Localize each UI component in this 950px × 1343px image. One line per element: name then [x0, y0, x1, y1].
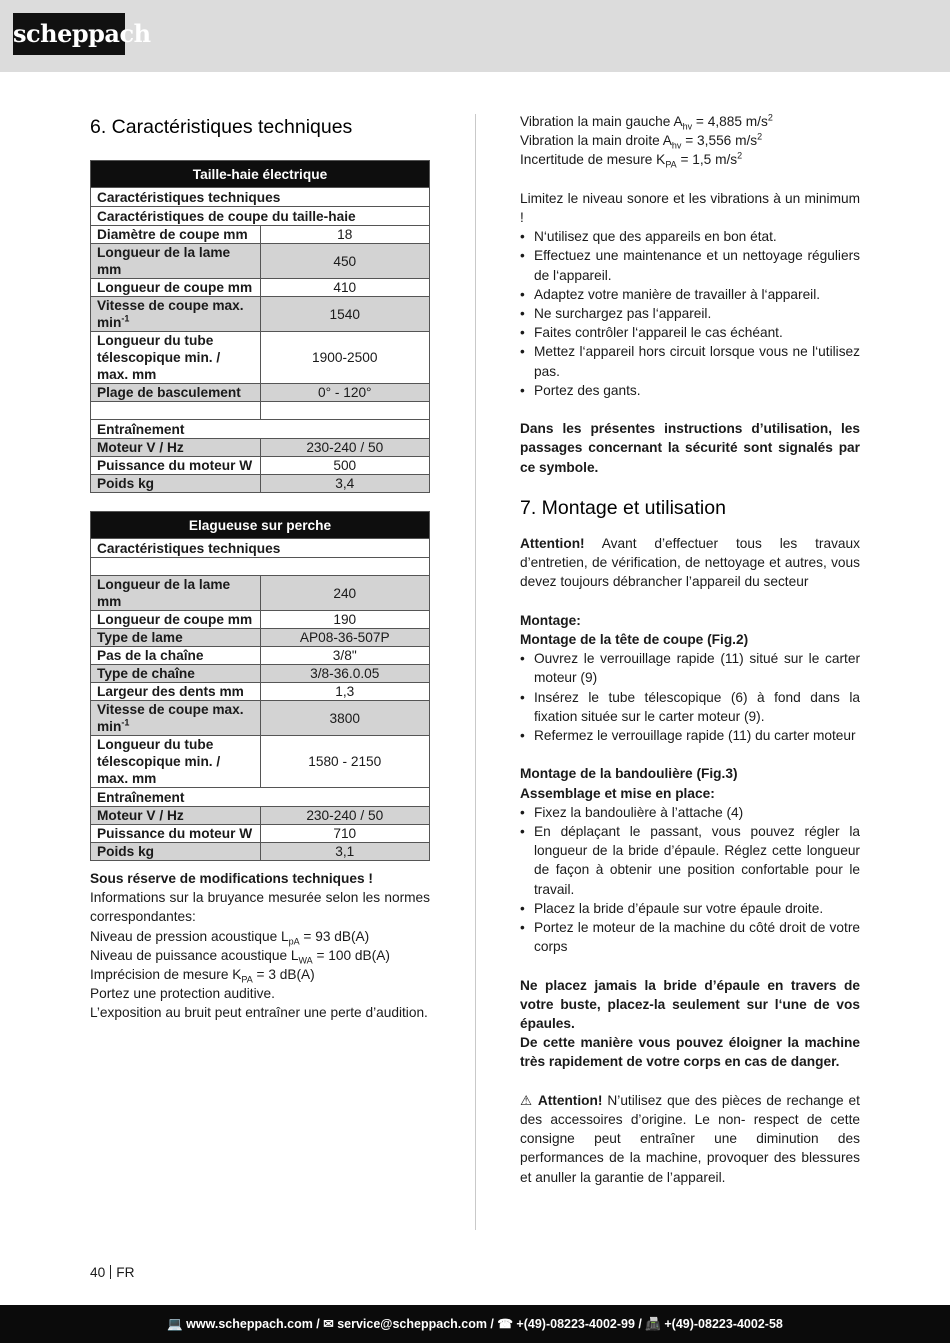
- empty-cell: [91, 402, 261, 420]
- empty-cell: [91, 558, 430, 576]
- list-item: • Ouvrez le verrouillage rapide (11) situé sur le carter moteur (9): [520, 649, 860, 687]
- reserve-note: Sous réserve de modifications techniques !: [90, 871, 373, 886]
- cutting-head-bullets: [520, 649, 860, 745]
- noise-exposure-note: L’exposition au bruit peut entraîner une perte d’audition.: [90, 1005, 428, 1021]
- page-header: [0, 0, 950, 72]
- ear-protection-note: Portez une protection auditive.: [90, 986, 275, 1002]
- spec-label: Pas de la chaîne: [91, 647, 261, 665]
- list-item: • Ne surchargez pas l‘appareil.: [520, 304, 860, 323]
- list-item: • Refermez le verrouillage rapide (11) du carter moteur: [520, 726, 860, 745]
- sound-pressure: Niveau de pression acoustique $L_{pA} = 93$ dB(A): [90, 928, 370, 947]
- spec-table-pole-pruner: [90, 511, 430, 861]
- vibration-uncertainty: Incertitude de mesure $K_{PA} = 1,5$ $m/s^2$: [520, 150, 743, 171]
- list-item: • Portez des gants.: [520, 381, 860, 400]
- vibration-right: Vibration la main droite $A_{hv} = 3,556$ $m/s^2$: [520, 131, 763, 151]
- vibration-bullets: [520, 227, 860, 400]
- table-subheader: Entraînement: [91, 420, 430, 439]
- table-header: Taille-haie électrique: [91, 161, 430, 188]
- shoulder-strap-bullets: [520, 803, 860, 957]
- assembly-heading: Assemblage et mise en place:: [520, 785, 715, 801]
- noise-info: Informations sur la bruyance mesurée selon les normes correspondantes:: [90, 890, 430, 925]
- superscript: -1: [121, 313, 130, 324]
- column-divider: [475, 114, 476, 1230]
- spec-value: 1580 - 2150: [260, 736, 430, 788]
- spec-label: Longueur de coupe mm: [91, 279, 261, 297]
- list-item: • N‘utilisez que des appareils en bon état.: [520, 227, 860, 246]
- spec-value: AP08-36-507P: [260, 629, 430, 647]
- right-column: [520, 112, 860, 1187]
- scheppach-logo: scheppach: [13, 13, 125, 55]
- spec-value: 190: [260, 611, 430, 629]
- list-item: • Faites contrôler l‘appareil le cas échéant.: [520, 323, 860, 342]
- spec-value: 3/8": [260, 647, 430, 665]
- spare-parts-note: ⚠ Attention! N’utilisez que des pièces de rechange et des accessoires d’origine. Le non- respect de cette consigne peut entraîner une diminution des performances de la machine, provoquer des blessures et anuller la garantie de l’appareil.: [520, 1092, 860, 1185]
- page-footer: [0, 1305, 950, 1343]
- spec-label: Plage de basculement: [91, 384, 261, 402]
- spec-value: 0° - 120°: [260, 384, 430, 402]
- list-item: • Fixez la bandoulière à l’attache (4): [520, 803, 860, 822]
- spec-label: Longueur du tube télescopique min. / max. mm: [91, 332, 261, 384]
- safety-symbol-note: Dans les présentes instructions d’utilisation, les passages concernant la sécurité sont signalés par ce symbole.: [520, 421, 860, 475]
- list-item: • Effectuez une maintenance et un nettoyage réguliers de l‘appareil.: [520, 246, 860, 284]
- spec-value: 230-240 / 50: [260, 439, 430, 457]
- spec-label: Longueur de la lame mm: [91, 244, 261, 279]
- list-item: • Mettez l‘appareil hors circuit lorsque vous ne l‘utilisez pas.: [520, 342, 860, 380]
- sound-power: Niveau de puissance acoustique $L_{WA} = 100$ dB(A): [90, 947, 390, 966]
- section-7-title: 7. Montage et utilisation: [520, 497, 726, 520]
- attention-note: Attention! Avant d’effectuer tous les travaux d’entretien, de vérification, de nettoyage et autres, vous devez toujours débrancher l’appareil du secteur: [520, 536, 860, 590]
- spec-value: 3800: [260, 701, 430, 736]
- cutting-head-heading: Montage de la tête de coupe (Fig.2): [520, 632, 749, 648]
- list-item: • Placez la bride d’épaule sur votre épaule droite.: [520, 899, 860, 918]
- spec-label: Diamètre de coupe mm: [91, 226, 261, 244]
- spec-label: Poids kg: [91, 843, 261, 861]
- spec-value: 3/8-36.0.05: [260, 665, 430, 683]
- table-subheader: Entraînement: [91, 788, 430, 807]
- list-item: • Insérez le tube télescopique (6) à fond dans la fixation située sur le carter moteur (9).: [520, 688, 860, 726]
- list-item: • Adaptez votre manière de travailler à l‘appareil.: [520, 285, 860, 304]
- spec-value: 450: [260, 244, 430, 279]
- table-subheader: Caractéristiques techniques: [91, 539, 430, 558]
- spec-label: Moteur V / Hz: [91, 807, 261, 825]
- spec-value: 500: [260, 457, 430, 475]
- spec-value: 1540: [260, 297, 430, 332]
- spec-label: Longueur de coupe mm: [91, 611, 261, 629]
- superscript: -1: [121, 717, 130, 728]
- limit-note: Limitez le niveau sonore et les vibrations à un minimum !: [520, 190, 860, 225]
- table-header: Elagueuse sur perche: [91, 512, 430, 539]
- spec-value: 3,1: [260, 843, 430, 861]
- spec-value: 410: [260, 279, 430, 297]
- left-column: [90, 112, 430, 1023]
- measurement-imprecision: Imprécision de mesure $K_{PA} = 3$ dB(A): [90, 967, 315, 985]
- strap-danger-note: De cette manière vous pouvez éloigner la machine très rapidement de votre corps en cas de danger.: [520, 1035, 860, 1070]
- spec-label: Type de chaîne: [91, 665, 261, 683]
- spec-value: 710: [260, 825, 430, 843]
- section-6-title: 6. Caractéristiques techniques: [90, 116, 353, 138]
- shoulder-strap-heading: Montage de la bandoulière (Fig.3): [520, 766, 738, 782]
- spec-label: Type de lame: [91, 629, 261, 647]
- empty-cell: [260, 402, 430, 420]
- page-number: 40 FR: [90, 1265, 135, 1280]
- spec-label: Vitesse de coupe max. $\min^{-1}$: [91, 297, 261, 332]
- vibration-left: Vibration la main gauche $A_{hv} = 4,885$ $m/s^2$: [520, 112, 773, 132]
- spec-label: Puissance du moteur W: [91, 457, 261, 475]
- spec-value: 230-240 / 50: [260, 807, 430, 825]
- spec-label: Moteur V / Hz: [91, 439, 261, 457]
- spec-label: Longueur de la lame mm: [91, 576, 261, 611]
- list-item: • Portez le moteur de la machine du côté droit de votre corps: [520, 918, 860, 956]
- spec-label: Largeur des dents mm: [91, 683, 261, 701]
- spec-value: 3,4: [260, 475, 430, 493]
- spec-table-hedge-trimmer: [90, 160, 430, 493]
- spec-label: Longueur du tube télescopique min. / max. mm: [91, 736, 261, 788]
- spec-label: Puissance du moteur W: [91, 825, 261, 843]
- warning-icon: ⚠: [520, 1092, 534, 1108]
- contact-info: 💻 www.scheppach.com / ✉ service@scheppach.com / ☎ +(49)-08223-4002-99 / 📠 +(49)-08223-4002-58: [167, 1317, 783, 1331]
- spec-value: 18: [260, 226, 430, 244]
- list-item: • En déplaçant le passant, vous pouvez régler la longueur de la bride d’épaule. Réglez cette longueur de façon à obtenir une position confortable pour le travail.: [520, 822, 860, 899]
- spec-value: 240: [260, 576, 430, 611]
- noise-notes: [90, 869, 430, 1023]
- table-subheader: Caractéristiques de coupe du taille-haie: [91, 207, 430, 226]
- montage-heading: Montage:: [520, 612, 581, 628]
- spec-label: Vitesse de coupe max. $\min^{-1}$: [91, 701, 261, 736]
- table-subheader: Caractéristiques techniques: [91, 188, 430, 207]
- strap-warning: Ne placez jamais la bride d’épaule en travers de votre buste, placez-la seulement sur l‘une de vos épaules.: [520, 977, 860, 1032]
- spec-value: 1,3: [260, 683, 430, 701]
- spec-value: 1900-2500: [260, 332, 430, 384]
- spec-label: Poids kg: [91, 475, 261, 493]
